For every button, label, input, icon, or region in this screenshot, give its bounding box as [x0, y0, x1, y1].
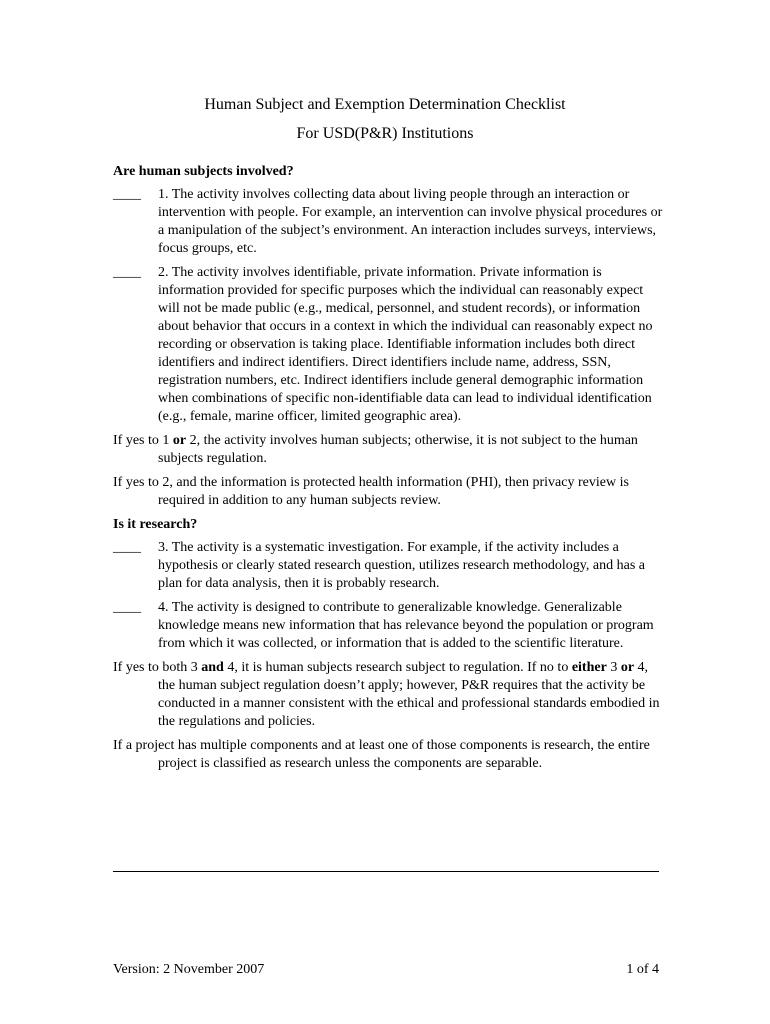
- version-date: Version: 2 November 2007: [113, 962, 265, 977]
- answer-blank-2[interactable]: ____: [113, 265, 141, 280]
- checklist-item-2: [113, 264, 663, 426]
- answer-blank-1[interactable]: ____: [113, 187, 141, 202]
- checklist-item-1: [113, 186, 663, 258]
- checklist-item-3: [113, 539, 663, 593]
- checklist-item-text: 1. The activity involves collecting data about living people through an interaction or intervention with people. For example, an intervention can involve physical procedures or a manipulation of the subject’s environment. An interaction includes surveys, interviews, focus groups, etc.: [158, 187, 663, 256]
- note-text: 2, the activity involves human subjects; otherwise, it is not subject to the human subjects regulation.: [158, 433, 638, 466]
- note-emphasis: or: [620, 660, 635, 675]
- note-emphasis: either: [571, 660, 607, 675]
- checklist-item-text: 4. The activity is designed to contribute to generalizable knowledge. Generalizable knowledge means new information that has relevance beyond the population or program from which it was collected, or information that is added to the scientific literature.: [158, 600, 654, 651]
- multiple-components-note: If a project has multiple components and at least one of those components is research, the entire project is classified as research unless the components are separable.: [113, 738, 650, 771]
- research-regulation-note: [113, 659, 663, 731]
- note-text: 4, the human subject regulation doesn’t apply; however, P&R requires that the activity be conducted in a manner consistent with the ethical and professional standards embodied in the regulations and policies.: [158, 660, 660, 729]
- footer-divider: [113, 871, 659, 872]
- note-text: If yes to 1: [113, 433, 173, 448]
- human-subjects-note: [113, 432, 663, 468]
- note-text: 4, it is human subjects research subject to regulation. If no to: [223, 660, 572, 675]
- checklist-body: [113, 163, 663, 779]
- note-emphasis: or: [172, 433, 187, 448]
- document-title: Human Subject and Exemption Determination Checklist: [204, 96, 566, 113]
- checklist-item-4: [113, 599, 663, 653]
- answer-blank-3[interactable]: ____: [113, 540, 141, 555]
- note-text: If yes to both 3: [113, 660, 202, 675]
- page-number: 1 of 4: [626, 962, 659, 977]
- note-emphasis: and: [201, 660, 224, 675]
- section-heading-research: Is it research?: [113, 517, 198, 532]
- note-text: 3: [606, 660, 621, 675]
- checklist-item-text: 2. The activity involves identifiable, private information. Private information is information provided for specific purposes which the individual can reasonably expect will not be made public (e.g., medical, personnel, and student records), or information about behavior that occurs in a context in which the individual can reasonably expect no recording or observation is taking place. Identifiable information includes both direct identifiers and indirect identifiers. Direct identifiers include name, address, SSN, registration numbers, etc. Indirect identifiers include general demographic information when combinations of specific non-identifiable data can lead to individual identification (e.g., female, marine officer, limited geographic area).: [158, 265, 653, 424]
- section-heading-human-subjects: Are human subjects involved?: [113, 164, 294, 179]
- document-subtitle: For USD(P&R) Institutions: [296, 125, 474, 142]
- checklist-item-text: 3. The activity is a systematic investigation. For example, if the activity includes a hypothesis or clearly stated research question, utilizes research methodology, and has a plan for data analysis, then it is probably research.: [158, 540, 645, 591]
- answer-blank-4[interactable]: ____: [113, 600, 141, 615]
- privacy-review-note: If yes to 2, and the information is protected health information (PHI), then privacy review is required in addition to any human subjects review.: [113, 475, 629, 508]
